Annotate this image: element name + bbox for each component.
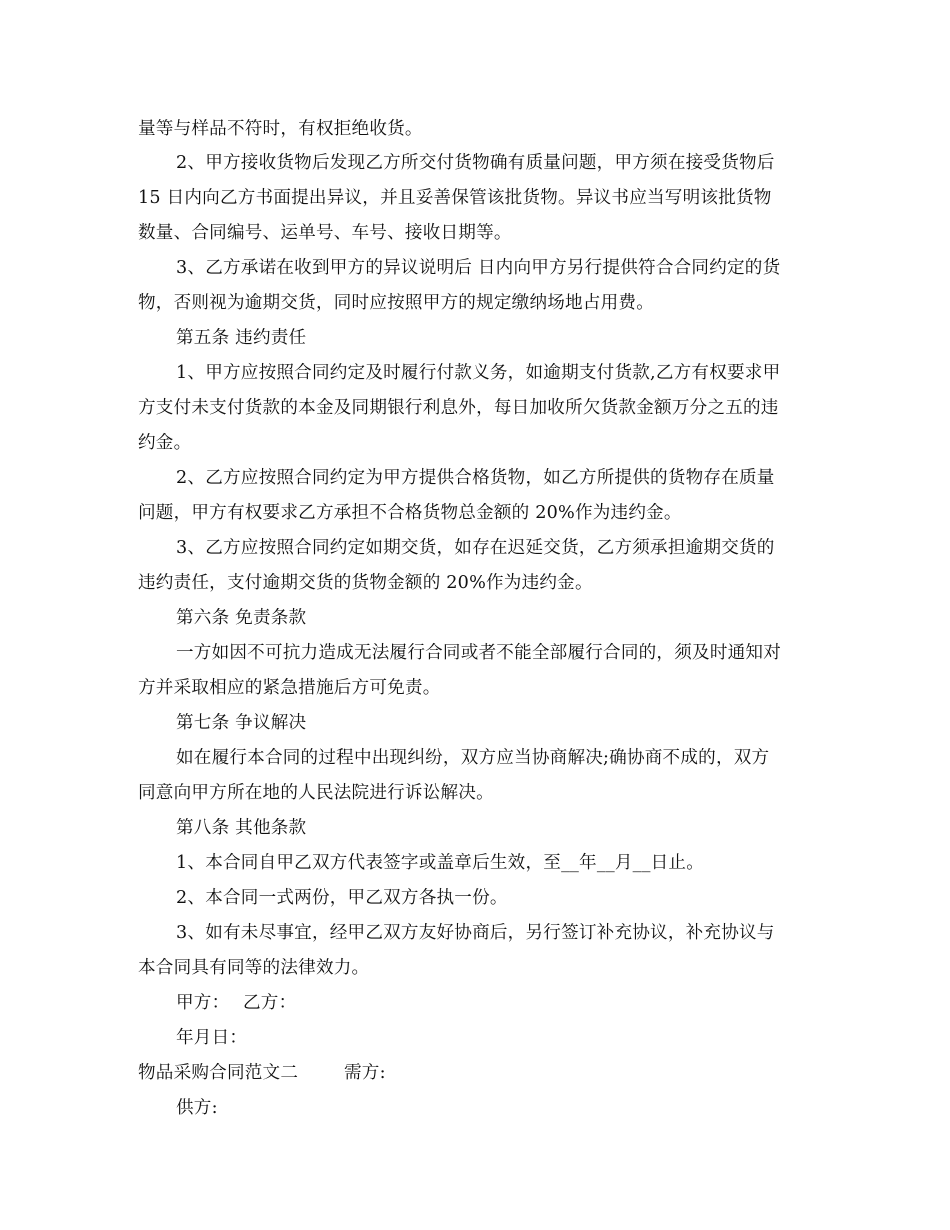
body-line: 方并采取相应的紧急措施后方可免责。 [138, 678, 441, 698]
next-section-title: 物品采购合同范文二 [138, 1063, 299, 1083]
party-b-label: 乙方： [243, 993, 297, 1013]
body-line: 2、本合同一式两份，甲乙双方各执一份。 [176, 888, 508, 908]
body-line: 2、乙方应按照合同约定为甲方提供合格货物，如乙方所提供的货物存在质量 [176, 468, 775, 488]
body-line: 物，否则视为逾期交货，同时应按照甲方的规定缴纳场地占用费。 [138, 293, 655, 313]
body-line: 同意向甲方所在地的人民法院进行诉讼解决。 [138, 783, 494, 803]
body-line: 一方如因不可抗力造成无法履行合同或者不能全部履行合同的，须及时通知对 [176, 643, 781, 663]
body-line: 1、本合同自甲乙双方代表签字或盖章后生效，至__年__月__日止。 [176, 853, 705, 873]
section-heading: 第八条 其他条款 [176, 818, 307, 838]
body-line: 3、乙方应按照合同约定如期交货，如存在迟延交货，乙方须承担逾期交货的 [176, 538, 775, 558]
body-line: 本合同具有同等的法律效力。 [138, 958, 370, 978]
body-line: 违约责任，支付逾期交货的货物金额的 20%作为违约金。 [138, 573, 593, 593]
body-line: 方支付未支付货款的本金及同期银行利息外，每日加收所欠货款金额万分之五的违 [138, 398, 779, 418]
body-line: 1、甲方应按照合同约定及时履行付款义务，如逾期支付货款,乙方有权要求甲 [176, 363, 781, 383]
body-line: 3、乙方承诺在收到甲方的异议说明后 日内向甲方另行提供符合合同约定的货 [176, 258, 781, 278]
section-heading: 第六条 免责条款 [176, 608, 307, 628]
body-line: 约金。 [138, 433, 192, 453]
section-heading: 第五条 违约责任 [176, 328, 307, 348]
body-line: 量等与样品不符时，有权拒绝收货。 [138, 119, 423, 139]
body-line: 数量、合同编号、运单号、车号、接收日期等。 [138, 223, 512, 243]
supply-party-label: 供方: [176, 1098, 218, 1118]
section-heading: 第七条 争议解决 [176, 713, 307, 733]
body-line: 2、甲方接收货物后发现乙方所交付货物确有质量问题，甲方须在接受货物后 [176, 153, 775, 173]
body-line: 3、如有未尽事宜，经甲乙双方友好协商后，另行签订补充协议，补充协议与 [176, 923, 775, 943]
date-line: 年月日： [176, 1028, 248, 1048]
body-line: 如在履行本合同的过程中出现纠纷，双方应当协商解决;确协商不成的，双方 [176, 748, 770, 768]
body-line: 问题，甲方有权要求乙方承担不合格货物总金额的 20%作为违约金。 [138, 503, 682, 523]
body-line: 15 日内向乙方书面提出异议，并且妥善保管该批货物。异议书应当写明该批货物 [138, 188, 772, 208]
demand-party-label: 需方: [344, 1063, 386, 1083]
party-a-label: 甲方： [176, 993, 230, 1013]
